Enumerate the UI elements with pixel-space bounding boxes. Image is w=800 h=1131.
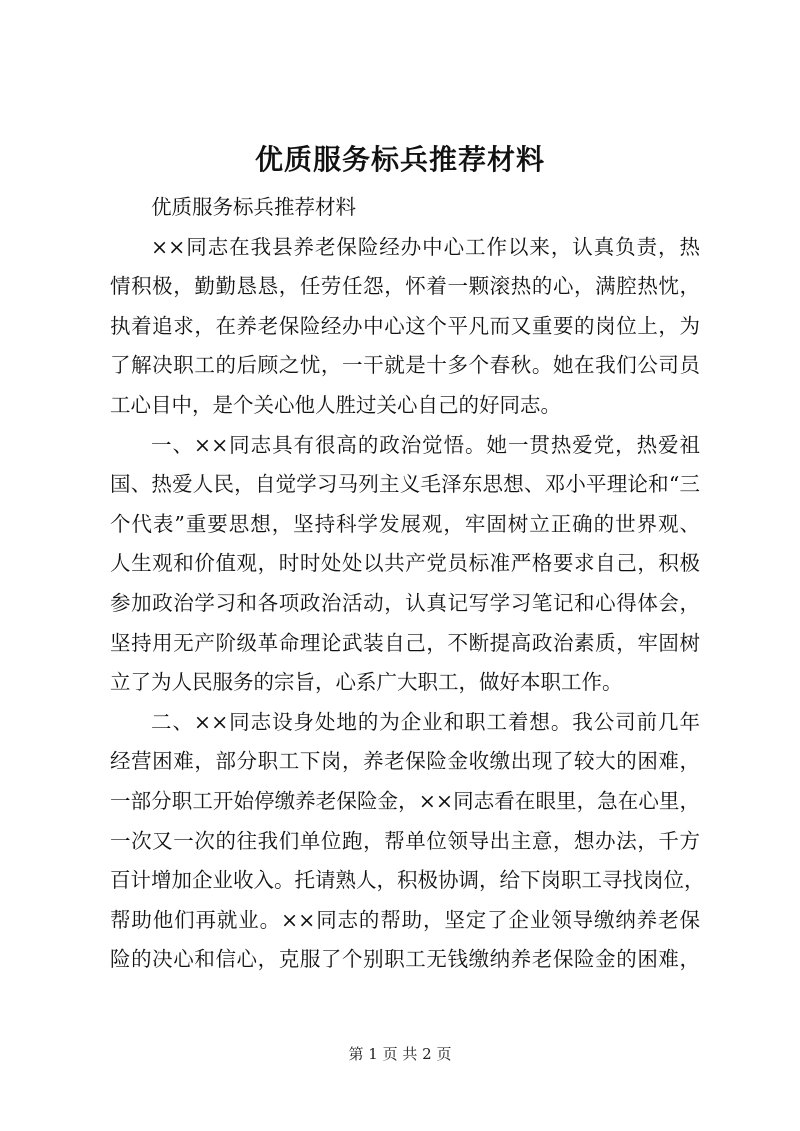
paragraph-line: 险的决心和信心，克服了个别职工无钱缴纳养老保险金的困难， <box>110 947 700 972</box>
document-body <box>110 188 705 980</box>
paragraph-line: ××同志在我县养老保险经办中心工作以来，认真负责，热 <box>151 234 700 259</box>
paragraph-line: 情积极，勤勤恳恳，任劳任怨，怀着一颗滚热的心，满腔热忱， <box>110 274 700 299</box>
paragraph-line: 一、××同志具有很高的政治觉悟。她一贯热爱党，热爱祖 <box>151 432 700 457</box>
paragraph-line: 帮助他们再就业。××同志的帮助，坚定了企业领导缴纳养老保 <box>110 907 700 932</box>
paragraph-line: 一次又一次的往我们单位跑，帮单位领导出主意，想办法，千方 <box>110 828 700 853</box>
paragraph-line: 工心目中，是个关心他人胜过关心自己的好同志。 <box>110 392 561 417</box>
page-number-footer: 第 1 页 共 2 页 <box>348 1045 452 1063</box>
paragraph-line: 立了为人民服务的宗旨，心系广大职工，做好本职工作。 <box>110 670 623 695</box>
subtitle-line: 优质服务标兵推荐材料 <box>151 195 356 219</box>
paragraph-line: 一部分职工开始停缴养老保险金，××同志看在眼里，急在心里， <box>110 788 700 813</box>
paragraph-line: 坚持用无产阶级革命理论武装自己，不断提高政治素质，牢固树 <box>110 630 700 655</box>
paragraph-line: 百计增加企业收入。托请熟人，积极协调，给下岗职工寻找岗位， <box>110 868 705 893</box>
paragraph-line: 参加政治学习和各项政治活动，认真记写学习笔记和心得体会， <box>110 590 700 615</box>
paragraph-line: 经营困难，部分职工下岗，养老保险金收缴出现了较大的困难， <box>110 749 700 774</box>
paragraph-line: 人生观和价值观，时时处处以共产党员标准严格要求自己，积极 <box>110 551 700 576</box>
paragraph-line: 执着追求，在养老保险经办中心这个平凡而又重要的岗位上，为 <box>110 313 700 338</box>
document-title: 优质服务标兵推荐材料 <box>254 143 545 176</box>
paragraph-line: 了解决职工的后顾之忧，一干就是十多个春秋。她在我们公司员 <box>110 353 700 378</box>
paragraph-line: 个代表”重要思想，坚持科学发展观，牢固树立正确的世界观、 <box>110 511 700 536</box>
paragraph-line: 国、热爱人民，自觉学习马列主义毛泽东思想、邓小平理论和“三 <box>110 472 700 497</box>
paragraph-line: 二、××同志设身处地的为企业和职工着想。我公司前几年 <box>151 709 700 734</box>
